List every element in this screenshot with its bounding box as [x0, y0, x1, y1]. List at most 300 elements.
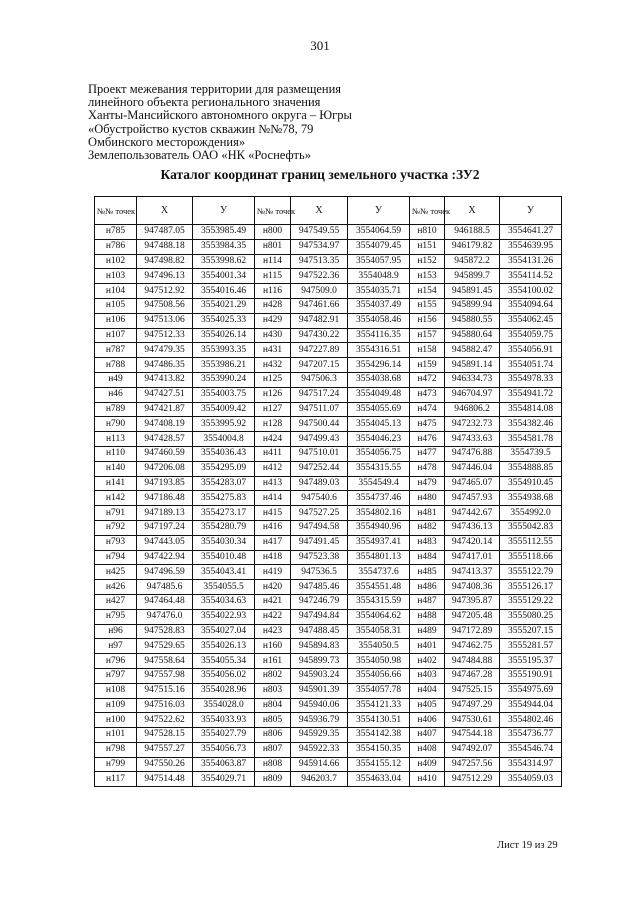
cell-x: 947499.43: [291, 432, 348, 447]
cell-x: 947530.61: [445, 713, 500, 728]
cell-y: 3554055.34: [193, 654, 255, 669]
cell-point-number: н422: [255, 609, 291, 624]
cell-x: 947510.01: [291, 446, 348, 461]
column-header-point-number: №№ точек: [410, 197, 445, 225]
cell-point-number: н474: [410, 402, 445, 417]
cell-y: 3553985.49: [193, 225, 255, 240]
table-row: [95, 254, 562, 269]
cell-y: 3554549.4: [348, 476, 410, 491]
cell-x: 947413.37: [445, 565, 500, 580]
cell-x: 947557.27: [137, 742, 193, 757]
cell-point-number: н421: [255, 594, 291, 609]
header-line: Ханты-Мансийского автономного округа – Югры: [88, 108, 352, 123]
cell-y: 3554049.48: [348, 387, 410, 402]
cell-y: 3554316.51: [348, 343, 410, 358]
cell-y: 3553986.21: [193, 358, 255, 373]
cell-x: 947430.22: [291, 328, 348, 343]
cell-y: 3554937.41: [348, 535, 410, 550]
cell-y: 3554026.13: [193, 639, 255, 654]
cell-point-number: н432: [255, 358, 291, 373]
cell-point-number: н482: [410, 520, 445, 535]
cell-point-number: н106: [95, 313, 137, 328]
cell-x: 945872.2: [445, 254, 500, 269]
cell-y: 3554050.98: [348, 654, 410, 669]
cell-point-number: н107: [95, 328, 137, 343]
cell-x: 947516.03: [137, 698, 193, 713]
cell-point-number: н473: [410, 387, 445, 402]
cell-y: 3554130.51: [348, 713, 410, 728]
cell-x: 947206.08: [137, 461, 193, 476]
cell-x: 945914.66: [291, 757, 348, 772]
cell-x: 947550.26: [137, 757, 193, 772]
cell-point-number: н418: [255, 550, 291, 565]
cell-x: 947442.67: [445, 506, 500, 521]
column-header-x: X: [291, 197, 348, 225]
cell-y: 3554036.43: [193, 446, 255, 461]
cell-point-number: н114: [255, 254, 291, 269]
cell-point-number: н797: [95, 668, 137, 683]
cell-x: 947408.36: [445, 580, 500, 595]
cell-point-number: н408: [410, 742, 445, 757]
cell-point-number: н489: [410, 624, 445, 639]
cell-x: 945929.35: [291, 728, 348, 743]
cell-point-number: н423: [255, 624, 291, 639]
header-line: Омбинского месторождения»: [88, 134, 246, 149]
cell-y: 3554100.02: [500, 284, 562, 299]
cell-y: 3554283.07: [193, 476, 255, 491]
cell-x: 947558.64: [137, 654, 193, 669]
cell-point-number: н97: [95, 639, 137, 654]
cell-point-number: н414: [255, 491, 291, 506]
column-header-x: X: [445, 197, 500, 225]
table-row: [95, 698, 562, 713]
table-row: [95, 343, 562, 358]
cell-point-number: н411: [255, 446, 291, 461]
cell-point-number: н799: [95, 757, 137, 772]
cell-y: 3554010.48: [193, 550, 255, 565]
cell-point-number: н810: [410, 225, 445, 240]
cell-y: 3554064.59: [348, 225, 410, 240]
cell-y: 3554027.04: [193, 624, 255, 639]
sheet-counter: Лист 19 из 29: [497, 840, 558, 851]
table-row: [95, 728, 562, 743]
cell-point-number: н103: [95, 269, 137, 284]
cell-point-number: н425: [95, 565, 137, 580]
header-line: Землепользователь ОАО «НК «Роснефть»: [88, 148, 311, 163]
table-row: [95, 239, 562, 254]
cell-point-number: н478: [410, 461, 445, 476]
cell-x: 947525.15: [445, 683, 500, 698]
cell-y: 3554546.74: [500, 742, 562, 757]
cell-point-number: н792: [95, 520, 137, 535]
cell-point-number: н481: [410, 506, 445, 521]
cell-y: 3554315.59: [348, 594, 410, 609]
cell-point-number: н142: [95, 491, 137, 506]
cell-y: 3554056.73: [193, 742, 255, 757]
table-row: [95, 520, 562, 535]
cell-point-number: н484: [410, 550, 445, 565]
cell-point-number: н152: [410, 254, 445, 269]
cell-point-number: н415: [255, 506, 291, 521]
cell-x: 947513.35: [291, 254, 348, 269]
cell-point-number: н126: [255, 387, 291, 402]
cell-x: 947494.58: [291, 520, 348, 535]
cell-y: 3554051.74: [500, 358, 562, 373]
cell-x: 947534.97: [291, 239, 348, 254]
table-row: [95, 298, 562, 313]
cell-point-number: н101: [95, 728, 137, 743]
cell-y: 3554016.46: [193, 284, 255, 299]
cell-x: 947497.29: [445, 698, 500, 713]
cell-point-number: н477: [410, 446, 445, 461]
cell-point-number: н802: [255, 668, 291, 683]
cell-x: 947522.62: [137, 713, 193, 728]
cell-y: 3554382.46: [500, 417, 562, 432]
cell-x: 946704.97: [445, 387, 500, 402]
cell-x: 945880.55: [445, 313, 500, 328]
cell-y: 3554737.6: [348, 565, 410, 580]
table-row: [95, 713, 562, 728]
cell-point-number: н486: [410, 580, 445, 595]
column-header-y: У: [500, 197, 562, 225]
cell-y: 3555122.79: [500, 565, 562, 580]
column-header-y: У: [348, 197, 410, 225]
cell-y: 3554280.79: [193, 520, 255, 535]
cell-y: 3554028.96: [193, 683, 255, 698]
cell-y: 3554551.48: [348, 580, 410, 595]
table-row: [95, 432, 562, 447]
cell-y: 3554022.93: [193, 609, 255, 624]
cell-y: 3554641.27: [500, 225, 562, 240]
cell-point-number: н159: [410, 358, 445, 373]
cell-y: 3554121.33: [348, 698, 410, 713]
table-row: [95, 387, 562, 402]
table-header-row: [95, 197, 562, 225]
cell-y: 3554029.71: [193, 772, 255, 787]
cell-point-number: н786: [95, 239, 137, 254]
cell-x: 947482.91: [291, 313, 348, 328]
cell-point-number: н488: [410, 609, 445, 624]
cell-x: 947512.33: [137, 328, 193, 343]
cell-point-number: н790: [95, 417, 137, 432]
cell-point-number: н410: [410, 772, 445, 787]
cell-y: 3554046.23: [348, 432, 410, 447]
document-header: [88, 83, 418, 162]
cell-point-number: н109: [95, 698, 137, 713]
cell-point-number: н402: [410, 654, 445, 669]
cell-x: 947487.05: [137, 225, 193, 240]
cell-x: 947227.89: [291, 343, 348, 358]
cell-x: 947506.3: [291, 372, 348, 387]
cell-point-number: н412: [255, 461, 291, 476]
cell-point-number: н157: [410, 328, 445, 343]
cell-x: 947557.98: [137, 668, 193, 683]
cell-x: 947413.82: [137, 372, 193, 387]
cell-point-number: н801: [255, 239, 291, 254]
cell-x: 947465.07: [445, 476, 500, 491]
cell-point-number: н155: [410, 298, 445, 313]
table-row: [95, 580, 562, 595]
cell-point-number: н800: [255, 225, 291, 240]
cell-y: 3554038.68: [348, 372, 410, 387]
cell-y: 3555281.57: [500, 639, 562, 654]
cell-x: 946179.82: [445, 239, 500, 254]
cell-point-number: н117: [95, 772, 137, 787]
cell-point-number: н791: [95, 506, 137, 521]
cell-point-number: н424: [255, 432, 291, 447]
table-row: [95, 358, 562, 373]
cell-x: 947443.05: [137, 535, 193, 550]
cell-x: 947488.45: [291, 624, 348, 639]
cell-y: 3554059.03: [500, 772, 562, 787]
catalog-title: Каталог координат границ земельного участка :ЗУ2: [160, 167, 480, 182]
coordinates-table: [94, 196, 562, 787]
cell-x: 947205.48: [445, 609, 500, 624]
cell-y: 3554150.35: [348, 742, 410, 757]
cell-x: 947523.38: [291, 550, 348, 565]
cell-point-number: н153: [410, 269, 445, 284]
cell-point-number: н156: [410, 313, 445, 328]
cell-x: 947446.04: [445, 461, 500, 476]
cell-x: 945903.24: [291, 668, 348, 683]
cell-y: 3554978.33: [500, 372, 562, 387]
cell-x: 947436.13: [445, 520, 500, 535]
cell-x: 947252.44: [291, 461, 348, 476]
table-row: [95, 609, 562, 624]
cell-point-number: н485: [410, 565, 445, 580]
cell-x: 947479.35: [137, 343, 193, 358]
cell-x: 947511.07: [291, 402, 348, 417]
cell-x: 947488.18: [137, 239, 193, 254]
cell-point-number: н796: [95, 654, 137, 669]
cell-x: 945899.7: [445, 269, 500, 284]
cell-x: 947197.24: [137, 520, 193, 535]
cell-point-number: н406: [410, 713, 445, 728]
cell-y: 3554975.69: [500, 683, 562, 698]
table-row: [95, 565, 562, 580]
cell-point-number: н127: [255, 402, 291, 417]
cell-point-number: н487: [410, 594, 445, 609]
cell-x: 945880.64: [445, 328, 500, 343]
cell-x: 947486.35: [137, 358, 193, 373]
cell-y: 3554142.38: [348, 728, 410, 743]
cell-y: 3554027.79: [193, 728, 255, 743]
table-row: [95, 372, 562, 387]
table-row: [95, 446, 562, 461]
header-line: Проект межевания территории для размещения: [88, 82, 342, 96]
cell-point-number: н430: [255, 328, 291, 343]
cell-x: 945899.94: [445, 298, 500, 313]
cell-x: 947246.79: [291, 594, 348, 609]
cell-x: 947408.19: [137, 417, 193, 432]
cell-x: 947485.6: [137, 580, 193, 595]
cell-x: 947492.07: [445, 742, 500, 757]
cell-x: 945940.06: [291, 698, 348, 713]
cell-y: 3554001.34: [193, 269, 255, 284]
cell-point-number: н431: [255, 343, 291, 358]
cell-x: 947544.18: [445, 728, 500, 743]
table-row: [95, 506, 562, 521]
cell-x: 947494.84: [291, 609, 348, 624]
cell-y: 3554992.0: [500, 506, 562, 521]
cell-x: 946806.2: [445, 402, 500, 417]
cell-x: 947508.56: [137, 298, 193, 313]
cell-y: 3554043.41: [193, 565, 255, 580]
cell-y: 3555190.91: [500, 668, 562, 683]
table-row: [95, 313, 562, 328]
cell-x: 947549.55: [291, 225, 348, 240]
cell-point-number: н104: [95, 284, 137, 299]
cell-point-number: н160: [255, 639, 291, 654]
table-row: [95, 594, 562, 609]
cell-y: 3554025.33: [193, 313, 255, 328]
cell-point-number: н128: [255, 417, 291, 432]
cell-x: 947420.14: [445, 535, 500, 550]
cell-point-number: н798: [95, 742, 137, 757]
cell-y: 3554940.96: [348, 520, 410, 535]
cell-y: 3554035.71: [348, 284, 410, 299]
cell-y: 3554094.64: [500, 298, 562, 313]
cell-x: 945882.47: [445, 343, 500, 358]
table-row: [95, 269, 562, 284]
cell-y: 3555126.17: [500, 580, 562, 595]
cell-point-number: н116: [255, 284, 291, 299]
table-row: [95, 417, 562, 432]
cell-y: 3554275.83: [193, 491, 255, 506]
cell-y: 3554003.75: [193, 387, 255, 402]
cell-y: 3553998.62: [193, 254, 255, 269]
cell-y: 3554056.02: [193, 668, 255, 683]
cell-point-number: н428: [255, 298, 291, 313]
cell-y: 3554131.26: [500, 254, 562, 269]
table-row: [95, 639, 562, 654]
cell-y: 3554814.08: [500, 402, 562, 417]
table-row: [95, 668, 562, 683]
column-header-x: X: [137, 197, 193, 225]
cell-y: 3554114.52: [500, 269, 562, 284]
header-line: линейного объекта регионального значения: [88, 95, 321, 110]
cell-point-number: н803: [255, 683, 291, 698]
cell-y: 3554938.68: [500, 491, 562, 506]
cell-x: 947484.88: [445, 654, 500, 669]
cell-x: 947417.01: [445, 550, 500, 565]
cell-x: 947464.48: [137, 594, 193, 609]
cell-point-number: н789: [95, 402, 137, 417]
cell-y: 3554888.85: [500, 461, 562, 476]
cell-point-number: н405: [410, 698, 445, 713]
cell-y: 3554296.14: [348, 358, 410, 373]
cell-point-number: н807: [255, 742, 291, 757]
cell-point-number: н105: [95, 298, 137, 313]
cell-x: 946203.7: [291, 772, 348, 787]
cell-point-number: н480: [410, 491, 445, 506]
cell-point-number: н479: [410, 476, 445, 491]
cell-point-number: н785: [95, 225, 137, 240]
cell-y: 3554050.5: [348, 639, 410, 654]
cell-y: 3554045.13: [348, 417, 410, 432]
page-number: 301: [310, 38, 330, 53]
cell-point-number: н809: [255, 772, 291, 787]
cell-y: 3554055.69: [348, 402, 410, 417]
cell-x: 947476.88: [445, 446, 500, 461]
cell-point-number: н141: [95, 476, 137, 491]
cell-point-number: н413: [255, 476, 291, 491]
cell-x: 947461.66: [291, 298, 348, 313]
cell-y: 3553995.92: [193, 417, 255, 432]
cell-y: 3554737.46: [348, 491, 410, 506]
cell-y: 3554021.29: [193, 298, 255, 313]
table-row: [95, 535, 562, 550]
table-row: [95, 461, 562, 476]
cell-point-number: н49: [95, 372, 137, 387]
cell-y: 3554941.72: [500, 387, 562, 402]
cell-x: 947498.82: [137, 254, 193, 269]
cell-point-number: н793: [95, 535, 137, 550]
cell-y: 3554037.49: [348, 298, 410, 313]
cell-y: 3555118.66: [500, 550, 562, 565]
table-row: [95, 284, 562, 299]
table-row: [95, 683, 562, 698]
cell-point-number: н140: [95, 461, 137, 476]
cell-x: 947509.0: [291, 284, 348, 299]
cell-y: 3555207.15: [500, 624, 562, 639]
cell-x: 947476.0: [137, 609, 193, 624]
cell-x: 946188.5: [445, 225, 500, 240]
cell-point-number: н158: [410, 343, 445, 358]
cell-y: 3554057.95: [348, 254, 410, 269]
cell-y: 3554314.97: [500, 757, 562, 772]
cell-x: 947528.15: [137, 728, 193, 743]
cell-point-number: н788: [95, 358, 137, 373]
cell-x: 947467.28: [445, 668, 500, 683]
cell-x: 947193.85: [137, 476, 193, 491]
cell-y: 3554736.77: [500, 728, 562, 743]
cell-x: 947496.13: [137, 269, 193, 284]
table-row: [95, 654, 562, 669]
table-row: [95, 624, 562, 639]
cell-x: 947527.25: [291, 506, 348, 521]
cell-y: 3554315.55: [348, 461, 410, 476]
cell-point-number: н483: [410, 535, 445, 550]
cell-x: 947232.73: [445, 417, 500, 432]
table-row: [95, 757, 562, 772]
cell-point-number: н110: [95, 446, 137, 461]
cell-y: 3554056.75: [348, 446, 410, 461]
cell-x: 947207.15: [291, 358, 348, 373]
cell-point-number: н475: [410, 417, 445, 432]
cell-y: 3553984.35: [193, 239, 255, 254]
cell-y: 3554028.0: [193, 698, 255, 713]
cell-y: 3553993.35: [193, 343, 255, 358]
cell-x: 947421.87: [137, 402, 193, 417]
table-row: [95, 476, 562, 491]
cell-point-number: н787: [95, 343, 137, 358]
cell-y: 3554116.35: [348, 328, 410, 343]
cell-x: 947422.94: [137, 550, 193, 565]
cell-point-number: н113: [95, 432, 137, 447]
cell-point-number: н426: [95, 580, 137, 595]
cell-x: 947462.75: [445, 639, 500, 654]
cell-x: 947536.5: [291, 565, 348, 580]
cell-point-number: н795: [95, 609, 137, 624]
table-body: [95, 225, 562, 787]
cell-x: 947428.57: [137, 432, 193, 447]
cell-point-number: н100: [95, 713, 137, 728]
cell-y: 3554056.66: [348, 668, 410, 683]
cell-x: 947485.46: [291, 580, 348, 595]
cell-x: 945891.14: [445, 358, 500, 373]
cell-x: 945922.33: [291, 742, 348, 757]
